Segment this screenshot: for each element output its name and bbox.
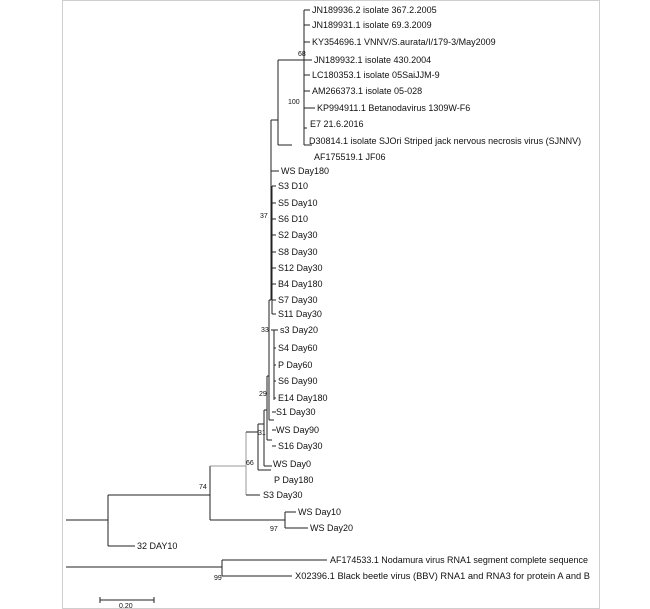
scale-bar-label: 0.20 bbox=[119, 603, 133, 609]
tip-label: KY354696.1 VNNV/S.aurata/I/179-3/May2009 bbox=[312, 37, 496, 47]
tip-label: S1 Day30 bbox=[276, 407, 316, 417]
tip-label: S3 D10 bbox=[278, 181, 309, 191]
tip-label: E14 Day180 bbox=[278, 393, 328, 403]
branch-clade-74 bbox=[210, 432, 246, 495]
bootstrap-value: 99 bbox=[214, 575, 222, 582]
bootstrap-value: 97 bbox=[270, 526, 278, 533]
tip-label: JN189931.1 isolate 69.3.2009 bbox=[312, 20, 432, 30]
bootstrap-value: 66 bbox=[246, 460, 254, 467]
tip-label: S16 Day30 bbox=[278, 441, 323, 451]
tip-label: S7 Day30 bbox=[278, 295, 318, 305]
tip-label: S11 Day30 bbox=[278, 309, 322, 319]
branch-root bbox=[66, 495, 108, 546]
tip-label: S3 Day30 bbox=[263, 490, 303, 500]
tip-label: 32 DAY10 bbox=[137, 541, 178, 551]
bootstrap-value: 29 bbox=[259, 391, 267, 398]
tip-label: JN189932.1 isolate 430.2004 bbox=[314, 55, 432, 65]
branch-outgroup bbox=[66, 560, 327, 576]
tip-label: S4 Day60 bbox=[278, 343, 318, 353]
bootstrap-value: 68 bbox=[298, 51, 306, 58]
tip-label: WS Day90 bbox=[276, 425, 320, 435]
tip-label: X02396.1 Black beetle virus (BBV) RNA1 and RNA3 for protein A and B bbox=[295, 571, 590, 581]
tip-label: S6 D10 bbox=[278, 214, 309, 224]
bootstrap-value: 100 bbox=[288, 99, 300, 106]
bootstrap-value: 74 bbox=[199, 484, 207, 491]
tip-label: S5 Day10 bbox=[278, 198, 318, 208]
branch-clade-33 bbox=[271, 330, 274, 400]
tip-label: AF174533.1 Nodamura virus RNA1 segment complete sequence bbox=[330, 555, 588, 565]
branch-clade-37 bbox=[269, 120, 271, 300]
bootstrap-value: 31 bbox=[258, 430, 266, 437]
tip-label: S6 Day90 bbox=[278, 376, 318, 386]
tip-label: S8 Day30 bbox=[278, 247, 318, 257]
bootstrap-value: 37 bbox=[260, 213, 268, 220]
tip-label: s3 Day20 bbox=[280, 325, 319, 335]
tip-label: P Day180 bbox=[274, 475, 314, 485]
tip-label: E7 21.6.2016 bbox=[310, 119, 364, 129]
tip-label: AF175519.1 JF06 bbox=[314, 152, 386, 162]
tip-label: WS Day20 bbox=[310, 523, 354, 533]
tip-label: P Day60 bbox=[278, 360, 313, 370]
tip-label: WS Day10 bbox=[298, 507, 342, 517]
tip-label: AM266373.1 isolate 05-028 bbox=[312, 86, 423, 96]
tip-label: JN189936.2 isolate 367.2.2005 bbox=[312, 5, 437, 15]
tip-label: LC180353.1 isolate 05SaiJJM-9 bbox=[312, 70, 440, 80]
bootstrap-value: 33 bbox=[261, 327, 269, 334]
tip-label: WS Day0 bbox=[273, 459, 312, 469]
tip-label: KP994911.1 Betanodavirus 1309W-F6 bbox=[317, 103, 471, 113]
tip-label: B4 Day180 bbox=[278, 279, 323, 289]
tip-label: D30814.1 isolate SJOri Striped jack nervous necrosis virus (SJNNV) bbox=[309, 136, 582, 146]
tip-label: WS Day180 bbox=[281, 166, 330, 176]
tip-label: S12 Day30 bbox=[278, 263, 323, 273]
branch-clade-29 bbox=[269, 300, 274, 420]
branch-ingroup bbox=[108, 466, 210, 520]
branch-clade-97 bbox=[210, 512, 308, 528]
tip-label: S2 Day30 bbox=[278, 230, 318, 240]
